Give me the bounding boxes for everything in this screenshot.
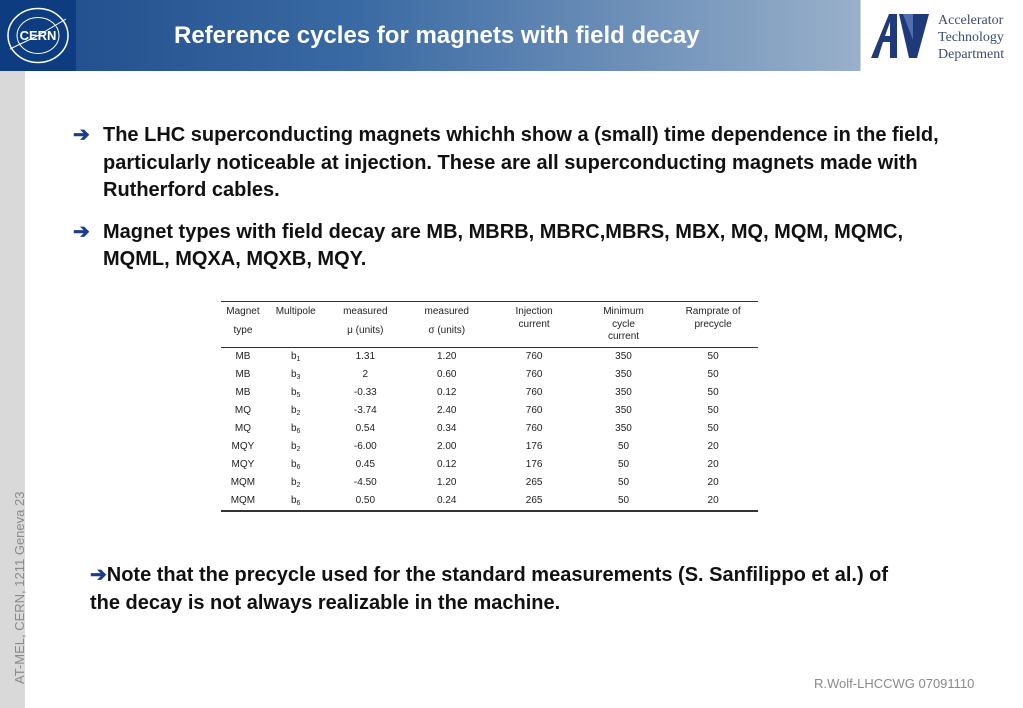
table-row <box>221 384 758 402</box>
cell-injection: 760 <box>525 386 543 398</box>
cell-magnet: MB <box>235 350 251 362</box>
table-row <box>221 420 758 438</box>
table-row <box>221 474 758 492</box>
cell-injection: 760 <box>525 368 543 380</box>
field-decay-table <box>221 301 758 512</box>
cell-multipole: $b_2$ <box>290 440 301 453</box>
cern-logo-icon <box>4 4 72 67</box>
table-row <box>221 402 758 420</box>
page-title: Reference cycles for magnets with field decay <box>174 22 700 49</box>
col-header-mu: measured μ (units) <box>327 302 405 348</box>
arrow-icon: ➔ <box>90 564 107 586</box>
sidebar-address: AT-MEL, CERN, 1211 Geneva 23 <box>12 491 27 684</box>
bullet-item <box>73 219 953 274</box>
cell-sigma: 0.12 <box>437 386 457 398</box>
cell-ramprate: 50 <box>707 350 719 362</box>
cell-ramprate: 50 <box>707 422 719 434</box>
table-header-row <box>221 302 758 348</box>
cell-sigma: 0.60 <box>437 368 457 380</box>
department-name <box>938 12 1023 63</box>
cell-multipole: $b_3$ <box>290 368 301 381</box>
bullet-text: The LHC superconducting magnets whichh show a (small) time dependence in the field, particularly noticeable at injection. These are all superconducting magnets made with Rutherford cables. <box>103 124 939 201</box>
cell-ramprate: 50 <box>707 368 719 380</box>
cell-multipole: $b_6$ <box>290 458 301 471</box>
cell-minimum: 350 <box>615 386 632 398</box>
cell-mu: 2 <box>362 368 369 380</box>
cell-magnet: MQM <box>230 476 256 488</box>
cell-mu: -0.33 <box>353 386 377 398</box>
cell-minimum: 350 <box>615 404 632 416</box>
cell-mu: 0.54 <box>355 422 376 434</box>
col-header-magnet: Magnet type <box>221 302 265 348</box>
cell-magnet: MQ <box>234 422 251 434</box>
footer-reference: R.Wolf-LHCCWG 07091110 <box>814 676 975 691</box>
department-line-3: Department <box>938 47 1005 62</box>
cell-sigma: 2.40 <box>437 404 457 416</box>
cell-magnet: MQY <box>231 440 255 452</box>
cell-minimum: 50 <box>617 458 630 470</box>
cell-injection: 176 <box>525 440 543 452</box>
table-row <box>221 366 758 384</box>
cell-multipole: $b_2$ <box>290 476 301 489</box>
cell-multipole: $b_6$ <box>290 422 301 435</box>
cell-injection: 176 <box>525 458 543 470</box>
cell-minimum: 350 <box>615 350 632 362</box>
cell-ramprate: 20 <box>707 476 719 488</box>
cell-injection: 760 <box>525 350 543 362</box>
department-line-2: Technology <box>938 30 1004 45</box>
cell-multipole: $b_2$ <box>290 404 301 417</box>
cell-injection: 265 <box>489 492 578 511</box>
bullet-item <box>73 122 953 205</box>
cell-mu: 0.50 <box>327 492 405 511</box>
cell-minimum: 50 <box>617 476 630 488</box>
col-header-minimum: Minimum cycle current <box>579 302 668 348</box>
cell-ramprate: 50 <box>707 404 719 416</box>
cell-mu: -6.00 <box>353 440 377 452</box>
col-header-injection: Injection current <box>489 302 578 348</box>
bullet-list <box>73 122 953 288</box>
cell-multipole: $b_6$ <box>265 492 327 511</box>
table-row <box>221 492 758 511</box>
cell-minimum: 350 <box>615 368 632 380</box>
col-header-sigma: measured σ (units) <box>404 302 489 348</box>
cell-injection: 265 <box>525 476 543 488</box>
at-logo-icon <box>869 10 931 60</box>
arrow-icon: ➔ <box>73 220 90 243</box>
cell-mu: -4.50 <box>353 476 377 488</box>
cell-magnet: MQ <box>234 404 251 416</box>
cell-minimum: 350 <box>615 422 632 434</box>
department-logo <box>860 0 1023 71</box>
note-paragraph <box>90 561 890 617</box>
cell-sigma: 0.24 <box>404 492 489 511</box>
cell-magnet: MQM <box>221 492 265 511</box>
cell-injection: 760 <box>525 404 543 416</box>
cell-magnet: MB <box>235 368 251 380</box>
cell-magnet: MQY <box>231 458 255 470</box>
department-line-1: Accelerator <box>938 13 1004 28</box>
cell-minimum: 50 <box>579 492 668 511</box>
note-text: Note that the precycle used for the standard measurements (S. Sanfilippo et al.) of the decay is not always realizable in the machine. <box>90 564 889 614</box>
cell-ramprate: 20 <box>707 458 719 470</box>
cern-logo <box>0 0 76 71</box>
cell-sigma: 1.20 <box>437 476 457 488</box>
table-row <box>221 456 758 474</box>
cell-sigma: 1.20 <box>437 350 457 362</box>
cell-ramprate: 20 <box>707 440 719 452</box>
arrow-icon: ➔ <box>73 124 90 146</box>
table-row <box>221 347 758 366</box>
cell-sigma: 0.12 <box>437 458 457 470</box>
cell-mu: -3.74 <box>353 404 377 416</box>
cell-ramprate: 20 <box>668 492 758 511</box>
col-header-multipole: Multipole <box>265 302 327 348</box>
cell-injection: 760 <box>525 422 543 434</box>
cern-logo-text: CERN <box>19 28 57 43</box>
cell-sigma: 0.34 <box>437 422 457 434</box>
cell-mu: 0.45 <box>355 458 376 470</box>
table-row <box>221 438 758 456</box>
cell-ramprate: 50 <box>707 386 719 398</box>
cell-multipole: $b_5$ <box>290 386 301 399</box>
cell-mu: 1.31 <box>355 350 376 362</box>
cell-minimum: 50 <box>617 440 630 452</box>
cell-multipole: $b_1$ <box>290 350 301 363</box>
bullet-text: Magnet types with field decay are MB, MBRB, MBRC,MBRS, MBX, MQ, MQM, MQMC, MQML, MQXA, MQXB, MQY. <box>103 220 904 270</box>
cell-magnet: MB <box>235 386 251 398</box>
col-header-ramprate: Ramprate of precycle <box>668 302 758 348</box>
header-bar <box>0 0 1023 71</box>
cell-sigma: 2.00 <box>437 440 457 452</box>
